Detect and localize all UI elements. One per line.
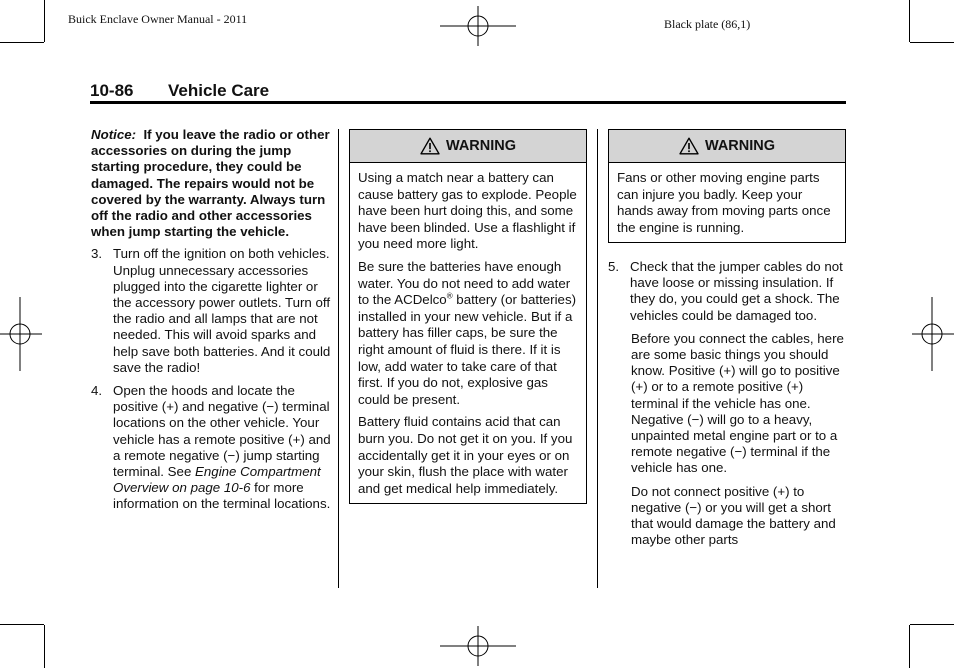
- warning-header: [350, 130, 586, 163]
- title-rule: [90, 101, 846, 104]
- crop-mark-br-v: [909, 625, 910, 668]
- list-item-step-5: [608, 259, 848, 324]
- registration-mark-left: [0, 297, 42, 371]
- notice-label: Notice:: [91, 127, 137, 142]
- registration-mark-top: [440, 6, 516, 46]
- warning-paragraph: Fans or other moving engine parts can injure you badly. Keep your hands away from moving parts once the engine is running.: [617, 170, 831, 235]
- warning-box-fans: [608, 129, 846, 243]
- step-number: 4.: [91, 383, 103, 399]
- step-text-part: Open the hoods and locate the positive (+) and negative (−) terminal locations on the other vehicle. Your vehicle has a remote positive (+) and a remote negative (−) jump starting terminal. See: [113, 383, 331, 480]
- warning-label: WARNING: [704, 138, 776, 154]
- crop-mark-bl-v: [44, 625, 45, 668]
- column-1: [91, 127, 331, 520]
- crop-mark-tl-h: [0, 42, 44, 43]
- warning-triangle-icon: [679, 137, 699, 155]
- notice-text: If you leave the radio or other accessories on during the jump starting procedure, they could be damaged. The repairs would not be covered by the warranty. Always turn off the radio and other accessories when jump starting the vehicle.: [91, 127, 330, 240]
- page-title: [90, 81, 269, 101]
- step-number: 3.: [91, 246, 103, 262]
- step-text-part: for more information on the terminal locations.: [113, 480, 331, 512]
- warning-label: WARNING: [445, 138, 517, 154]
- registration-mark-right: [912, 297, 954, 371]
- column-divider-1: [338, 129, 339, 588]
- body-paragraph: Before you connect the cables, here are some basic things you should know. Positive (+) will go to positive (+) or to a remote positive (+) terminal if the vehicle has one. Negative (−) will go to a heavy, unpainted metal engine part or to a remote negative (−) terminal if the vehicle has one.: [631, 330, 844, 476]
- column-divider-2: [597, 129, 598, 588]
- running-header-right: Black plate (86,1): [664, 17, 751, 31]
- warning-text-part: battery (or batteries) installed in your new vehicle. But if a battery has filler caps, be sure the right amount of fluid is there. If it is low, add water to take care of that first. If you do not, explosive gas could be present.: [358, 292, 577, 407]
- registered-mark: ®: [446, 291, 453, 301]
- registration-mark-bottom: [440, 626, 516, 666]
- warning-triangle-icon: [420, 137, 440, 155]
- crop-mark-br-h: [910, 624, 954, 625]
- page-number: 10-86: [90, 81, 134, 100]
- cross-reference-link[interactable]: Engine Compartment Overview on page 10-6: [113, 464, 321, 496]
- warning-body: [609, 163, 845, 242]
- crop-mark-bl-h: [0, 624, 44, 625]
- section-title: Vehicle Care: [168, 81, 270, 100]
- list-item-step-3: [91, 246, 331, 376]
- warning-text-part: Be sure the batteries have enough water. You do not need to add water to the ACDelco: [358, 258, 571, 308]
- warning-header: [609, 130, 845, 163]
- warning-box-battery: [349, 129, 587, 504]
- step-text: Turn off the ignition on both vehicles. Unplug unnecessary accessories plugged into the cigarette lighter or the accessory power outlets. Turn off the radio and all lamps that are not needed. This will avoid sparks and help save both batteries. And it could save the radio!: [113, 246, 331, 375]
- warning-paragraph: [358, 259, 579, 408]
- crop-mark-tl-v: [44, 0, 45, 42]
- crop-mark-tr-h: [910, 42, 954, 43]
- list-item-step-4: [91, 383, 331, 513]
- warning-body: [350, 163, 586, 503]
- step-text: Check that the jumper cables do not have loose or missing insulation. If they do, you could get a shock. The vehicles could be damaged too.: [630, 259, 843, 323]
- body-paragraph: Do not connect positive (+) to negative (−) or you will get a short that would damage the battery and maybe other parts: [631, 483, 836, 548]
- notice-paragraph: [91, 127, 331, 240]
- warning-paragraph: Using a match near a battery can cause battery gas to explode. People have been hurt doing this, and some have been blinded. Use a flashlight if you need more light.: [358, 170, 577, 252]
- column-3-text: [608, 259, 848, 555]
- warning-paragraph: Battery fluid contains acid that can burn you. Do not get it on you. If you accidentally get it in your eyes or on your skin, flush the place with water and get medical help immediately.: [358, 414, 573, 496]
- step-number: 5.: [608, 259, 620, 274]
- crop-mark-tr-v: [909, 0, 910, 42]
- step-text: [113, 383, 331, 513]
- running-header-left: Buick Enclave Owner Manual - 2011: [68, 12, 248, 26]
